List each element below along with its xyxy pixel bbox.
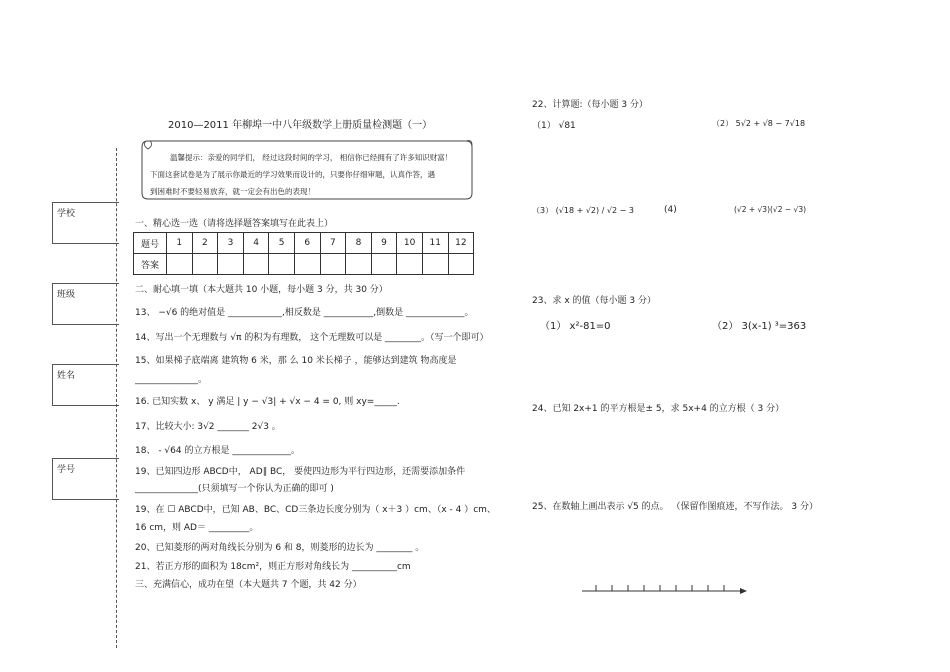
- student-id-box: [52, 458, 119, 500]
- question-22-4: (√2 + √3)(√2 − √3): [734, 205, 807, 214]
- question-15: 15、如果梯子底端离 建筑物 6 米，那 么 10 米长梯子 ，能够达到建筑 物高度是: [135, 356, 457, 366]
- section-2-heading: 二、耐心填一填（本大题共 10 小题，每小题 3 分，共 30 分）: [135, 285, 388, 295]
- table-cell: 7: [320, 233, 346, 254]
- answer-cell[interactable]: [422, 254, 448, 275]
- name-box: [52, 364, 119, 406]
- table-cell: 11: [422, 233, 448, 254]
- question-25: 25、在数轴上画出表示 √5 的点。 （保留作图痕迹，不写作法。 3 分）: [532, 502, 818, 512]
- table-cell: 3: [218, 233, 244, 254]
- answer-cell[interactable]: [269, 254, 295, 275]
- table-cell: 9: [371, 233, 397, 254]
- school-label: 学校: [57, 209, 76, 219]
- table-cell: 6: [294, 233, 320, 254]
- section-3-heading: 三、充满信心，成功在望（本大题共 7 个题，共 42 分）: [135, 580, 362, 590]
- table-cell: 8: [346, 233, 372, 254]
- question-22-heading: 22、计算题:（每小题 3 分）: [532, 100, 648, 110]
- tip-line-3: 到困难时不要轻易放弃，就一定会有出色的表现！: [150, 187, 315, 196]
- answer-cell[interactable]: [294, 254, 320, 275]
- question-20: 20、已知菱形的两对角线长分别为 6 和 8，则菱形的边长为 ________ 。: [135, 543, 425, 553]
- question-13: 13、 −√6 的绝对值是 ____________,相反数是 ___________,倒数是 _____________。: [135, 308, 474, 318]
- question-23-1: （1） x²-81=0: [540, 321, 611, 332]
- question-14: 14、写出一个无理数与 √π 的积为有理数， 这个无理数可以是 ________。（写一个即可）: [135, 333, 489, 343]
- question-24: 24、已知 2x+1 的平方根是± 5，求 5x+4 的立方根（ 3 分）: [532, 404, 785, 414]
- table-cell: 12: [448, 233, 474, 254]
- table-cell: 2: [192, 233, 218, 254]
- name-label: 姓名: [57, 371, 76, 381]
- answer-cell[interactable]: [218, 254, 244, 275]
- question-19b: 19、在 ☐ ABCD中，已知 AB、BC、CD三条边长度分别为（ x＋3 ）cm、（x - 4 ）cm、: [135, 505, 496, 515]
- table-cell: 4: [243, 233, 269, 254]
- class-box: [52, 283, 119, 325]
- question-22-3: （3） (√18 + √2) / √2 − 3: [532, 206, 634, 215]
- question-15-blank: ______________。: [135, 375, 208, 385]
- question-19-condition: ______________(只须填写一个你认为正确的即可 ): [135, 484, 334, 494]
- table-cell: 5: [269, 233, 295, 254]
- school-box: [52, 202, 119, 244]
- answer-cell[interactable]: [243, 254, 269, 275]
- question-21: 21、若正方形的面积为 18cm²，则正方形对角线长为 __________cm: [135, 562, 411, 572]
- question-23-2: （2） 3(x-1) ³=363: [712, 321, 807, 332]
- answer-cell[interactable]: [167, 254, 193, 275]
- table-row: [134, 233, 474, 254]
- question-16: 16. 已知实数 x、 y 满足 | y − √3| + √x − 4 = 0, 则 xy=_____.: [135, 397, 400, 407]
- answer-table: [133, 232, 474, 275]
- tip-line-1: 温馨提示：亲爱的同学们， 经过这段时间的学习， 相信你已经拥有了许多知识财富！: [170, 153, 453, 162]
- question-22-1: （1） √81: [532, 121, 576, 131]
- question-22-2: （2） 5√2 + √8 − 7√18: [712, 119, 806, 128]
- number-line: [582, 583, 747, 595]
- table-row: [134, 254, 474, 275]
- question-19b-answer: 16 cm，则 AD＝ _________。: [135, 523, 259, 533]
- class-label: 班级: [57, 290, 76, 300]
- question-18: 18、 - √64 的立方根是 _____________。: [135, 446, 300, 456]
- table-header-cell: 答案: [134, 254, 167, 275]
- answer-cell[interactable]: [371, 254, 397, 275]
- tip-line-2: 下面这套试卷是为了展示你最近的学习效果而设计的，只要你仔细审题，认真作答，遇: [150, 170, 435, 179]
- answer-cell[interactable]: [448, 254, 474, 275]
- question-23-heading: 23、求 x 的值（每小题 3 分）: [532, 296, 656, 306]
- table-header-cell: 题号: [134, 233, 167, 254]
- question-22-4-label: (4): [664, 205, 677, 215]
- tip-scroll: [140, 137, 475, 203]
- question-17: 17、比较大小: 3√2 _______ 2√3 。: [135, 422, 281, 432]
- table-cell: 10: [397, 233, 423, 254]
- answer-cell[interactable]: [192, 254, 218, 275]
- page-title: 2010—2011 年柳埠一中八年级数学上册质量检测题（一）: [168, 120, 433, 131]
- table-cell: 1: [167, 233, 193, 254]
- student-id-label: 学号: [57, 465, 76, 475]
- answer-cell[interactable]: [320, 254, 346, 275]
- answer-cell[interactable]: [397, 254, 423, 275]
- section-1-heading: 一、精心选一选（请将选择题答案填写在此表上）: [135, 219, 334, 229]
- question-19: 19、已知四边形 ABCD中， AD∥ BC， 要使四边形为平行四边形，还需要添加条件: [135, 467, 466, 477]
- answer-cell[interactable]: [346, 254, 372, 275]
